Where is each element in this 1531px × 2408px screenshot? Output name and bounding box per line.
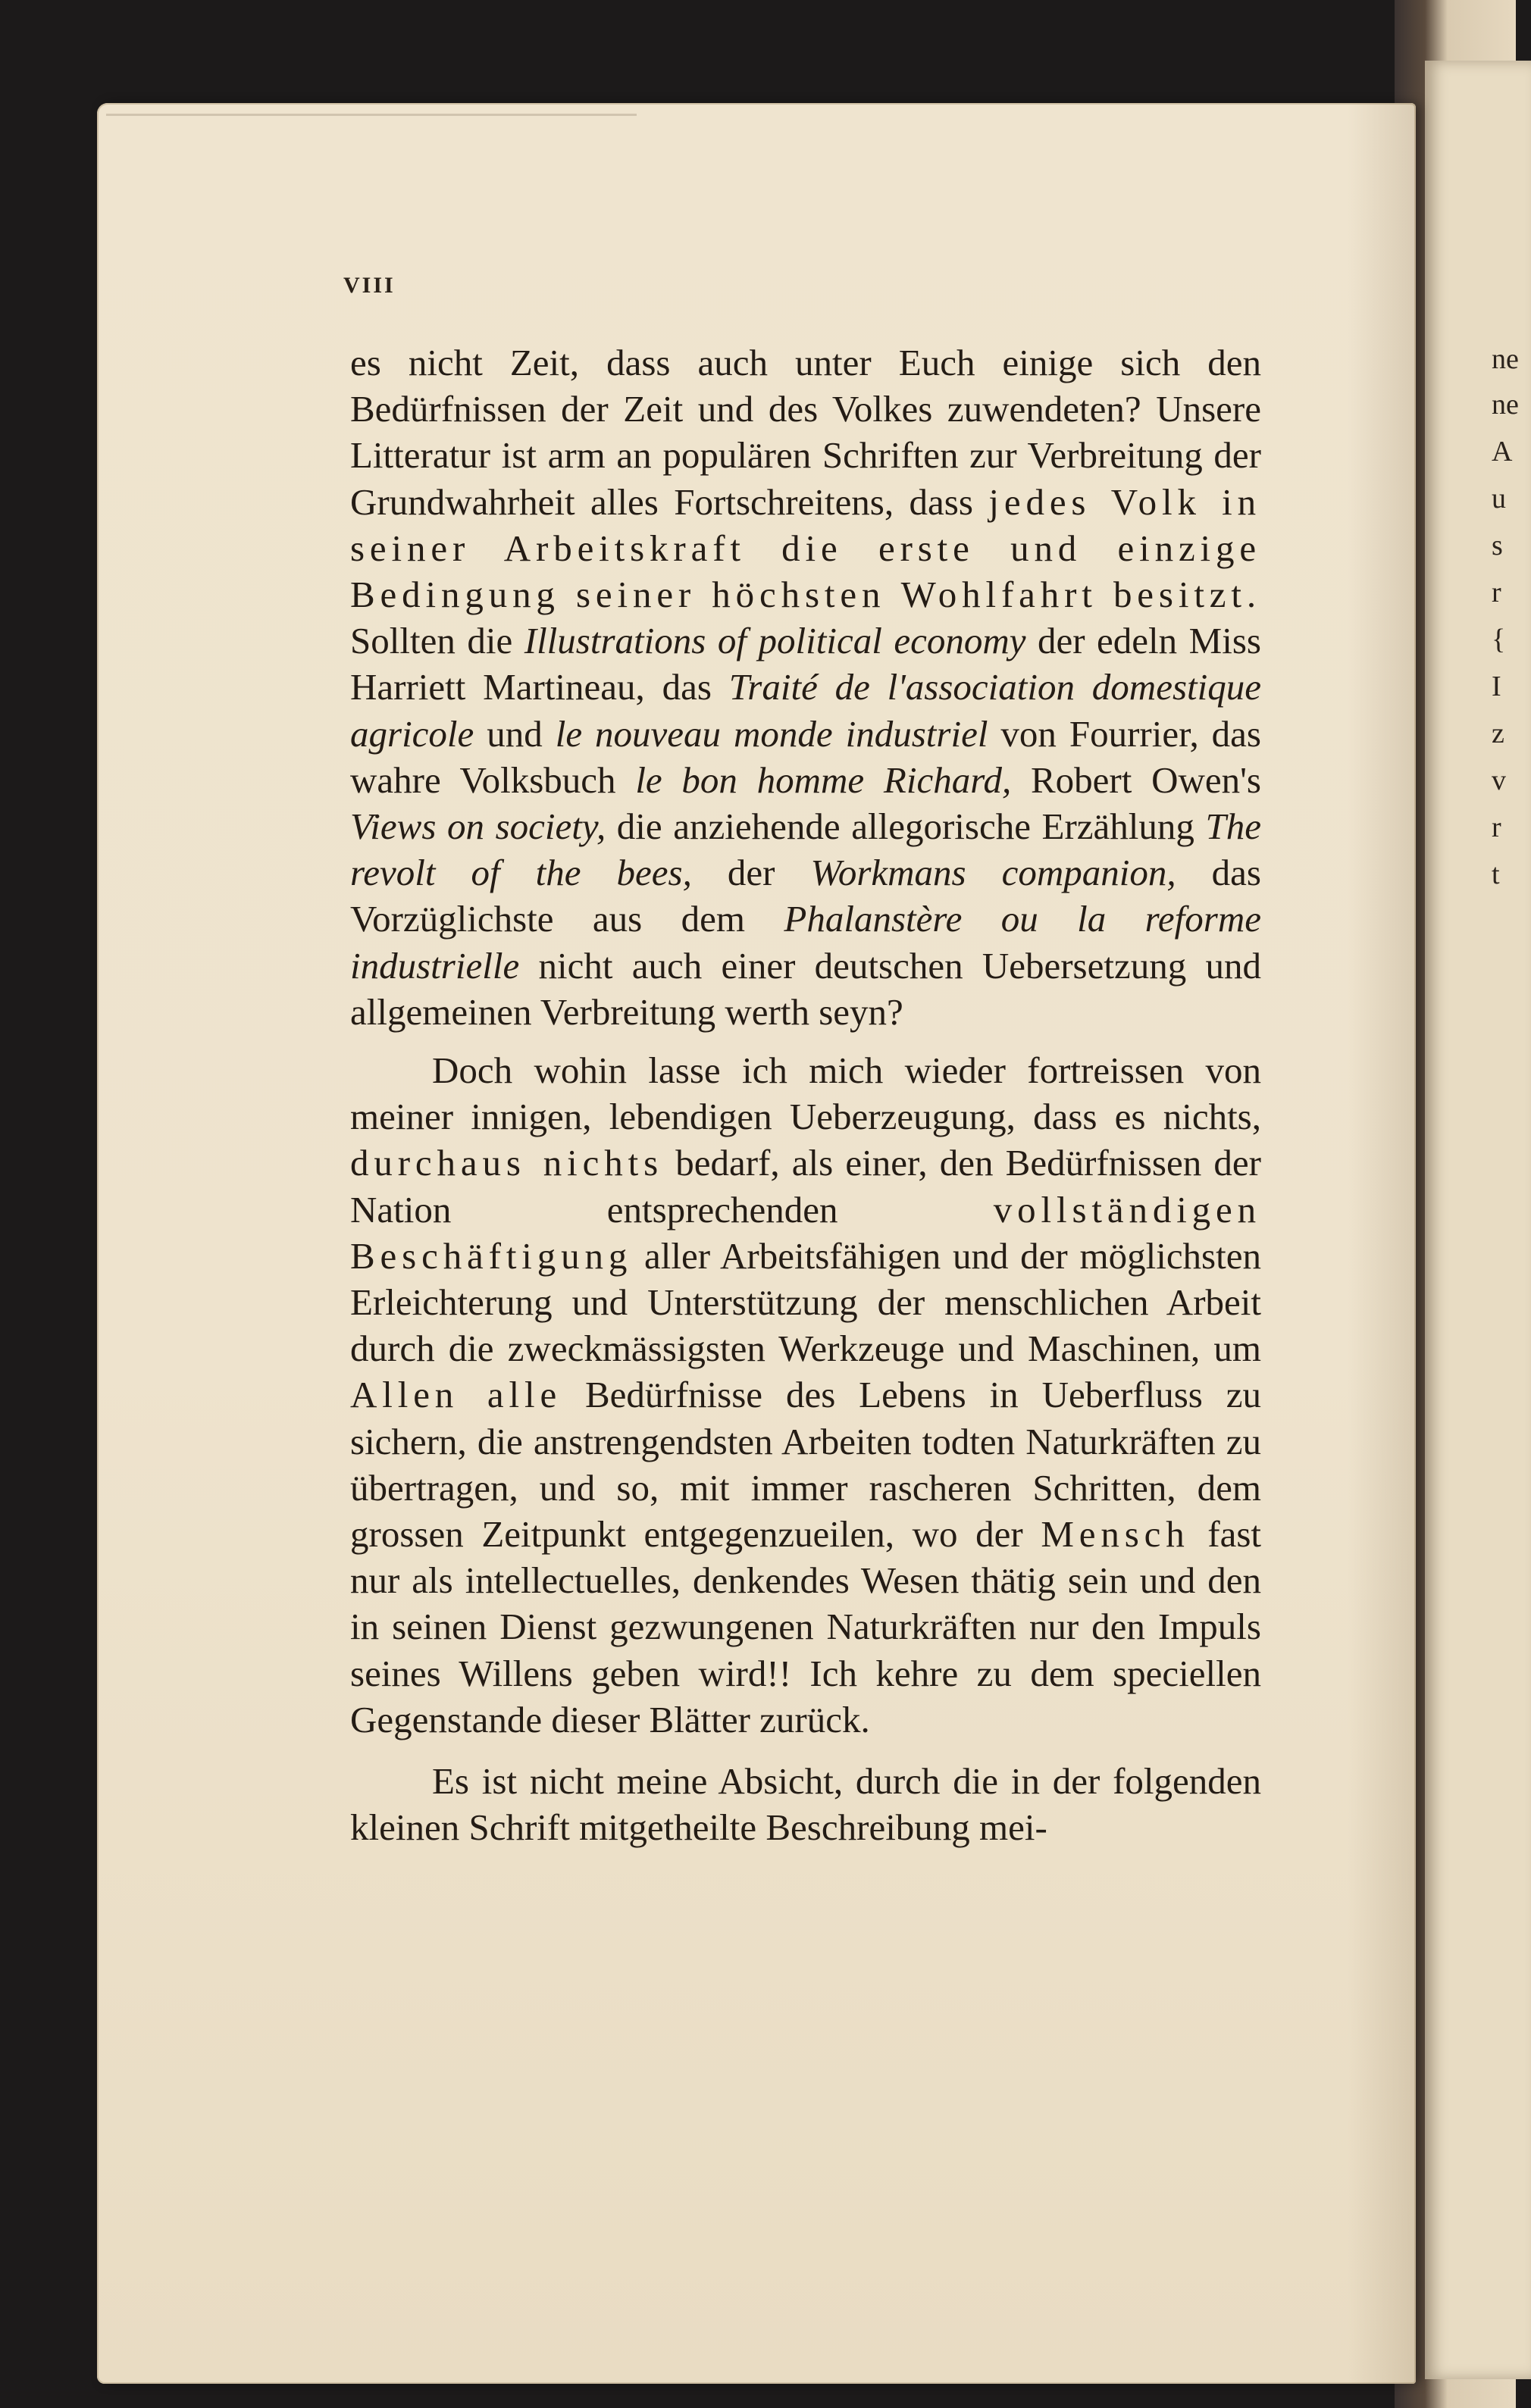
italic-title: Phalanstère ou la reforme industrielle	[350, 898, 1261, 987]
adjacent-fragment: r	[1492, 577, 1501, 608]
text-run: Robert Owen's	[1011, 758, 1262, 801]
page-edge-crease	[106, 114, 637, 116]
adjacent-fragment: ne	[1492, 389, 1519, 421]
adjacent-fragment: v	[1492, 765, 1506, 796]
text-run: Bedürfnisse des Lebens in Ueberfluss zu sichern, die anstrengendsten Arbeiten todten Naturkräften zu übertragen, und so, mit immer rascheren Schritten, dem grossen Zeitpunkt entgegenzueilen, wo der	[350, 1374, 1262, 1556]
italic-title: le bon homme Richard,	[635, 758, 1012, 801]
italic-title: Traité de l'association domestique agricole	[350, 666, 1261, 755]
text-run: das Vorzüglichste aus dem	[350, 852, 1261, 940]
adjacent-fragment: ne	[1492, 343, 1519, 375]
paragraph-3: Es ist nicht meine Absicht, durch die in der folgenden kleinen Schrift mitgetheilte Beschreibung mei-	[350, 1760, 1261, 1849]
paragraph-1	[350, 339, 1261, 1035]
spaced-emphasis: Allen alle	[350, 1374, 562, 1416]
page-number: VIII	[343, 273, 396, 298]
spaced-emphasis: jedes Volk in seiner Arbeitskraft die erste und einzige Bedingung seiner höchsten Wohlfahrt besitzt.	[350, 480, 1261, 616]
italic-title: Illustrations of political economy	[524, 620, 1026, 662]
paragraph-2	[350, 1047, 1261, 1743]
text-run: fast nur als intellectuelles, denkendes Wesen thätig sein und den in seinen Dienst gezwungenen Naturkräften nur den Impuls seines Willens geben wird!! Ich kehre zu dem speciellen Gegenstande dieser Blätter zurück.	[350, 1513, 1262, 1740]
text-run: der edeln Miss Harriett Martineau, das	[350, 620, 1261, 708]
adjacent-fragment: t	[1492, 858, 1500, 890]
adjacent-fragment: r	[1492, 812, 1501, 843]
body-text	[350, 339, 1261, 1851]
adjacent-fragment: A	[1492, 436, 1513, 468]
adjacent-fragment: z	[1492, 718, 1504, 749]
adjacent-fragment: I	[1492, 671, 1501, 702]
adjacent-fragment: s	[1492, 530, 1503, 561]
text-run: nicht auch einer deutschen Uebersetzung und allgemeinen Verbreitung werth seyn?	[350, 944, 1261, 1033]
text-run: bedarf, als einer, den Bedürfnissen der Nation entsprechenden	[350, 1142, 1261, 1231]
text-run: die anziehende allegorische Erzählung	[606, 805, 1206, 848]
spaced-emphasis: vollständigen Beschäftigung	[350, 1188, 1261, 1277]
text-run: Doch wohin lasse ich mich wieder fortreissen von meiner innigen, lebendigen Ueberzeugung, dass es nichts,	[350, 1049, 1261, 1138]
text-run: es nicht Zeit, dass auch unter Euch einige sich den Bedürfnissen der Zeit und des Volkes zuwendeten? Unsere Litteratur ist arm an populären Schriften zur Verbreitung der Grundwahrheit alles Fortschreitens, dass	[350, 342, 1261, 523]
italic-title: Workmans companion,	[810, 852, 1176, 894]
adjacent-fragment: {	[1492, 624, 1506, 655]
adjacent-page-edge	[1425, 61, 1531, 2379]
text-run: von Fourrier, das wahre Volksbuch	[350, 712, 1261, 801]
text-run: und	[474, 712, 556, 755]
text-run: Sollten die	[350, 620, 524, 662]
spaced-emphasis: durchaus nichts	[350, 1142, 664, 1184]
italic-title: The revolt of the bees,	[350, 805, 1261, 894]
text-run: aller Arbeitsfähigen und der möglichsten Erleichterung und Unterstützung der menschlichen Arbeit durch die zweckmässigsten Werkzeuge und Maschinen, um	[350, 1234, 1261, 1370]
italic-title: le nouveau monde industriel	[555, 712, 988, 755]
spaced-emphasis: Mensch	[1041, 1513, 1190, 1556]
adjacent-fragment: u	[1492, 483, 1506, 514]
italic-title: Views on society,	[350, 805, 606, 848]
text-run: der	[691, 852, 811, 894]
